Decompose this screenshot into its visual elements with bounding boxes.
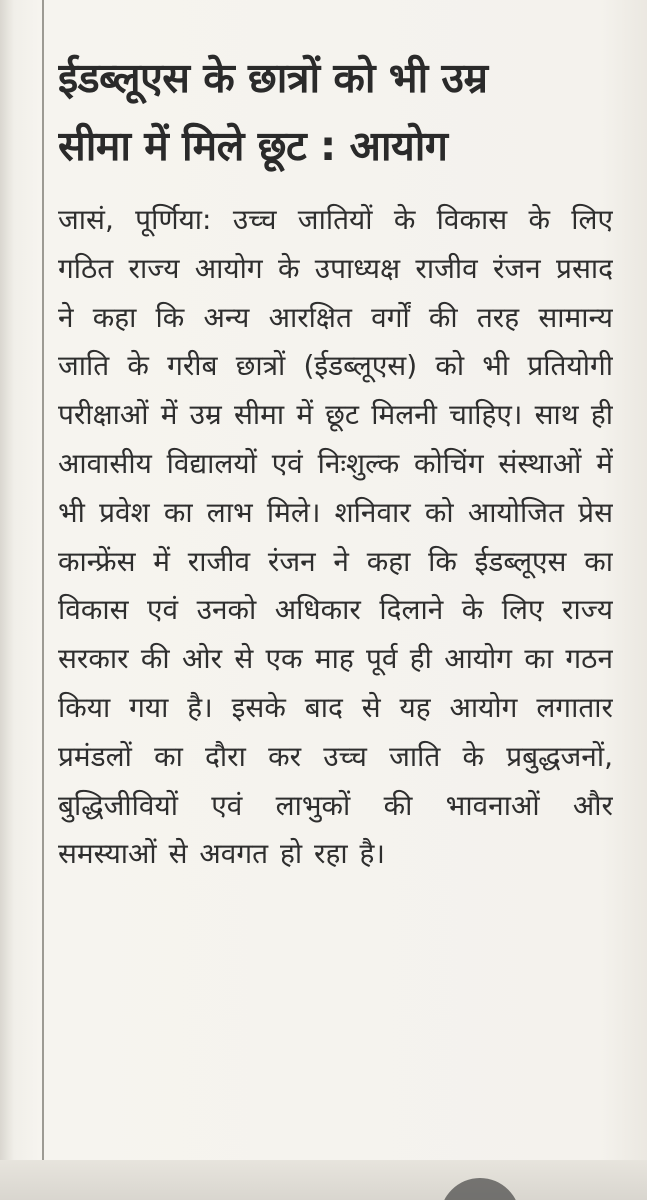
article-body [58,196,613,879]
column-rule [42,0,44,1160]
article-body-text: उच्च जातियों के विकास के लिए गठित राज्य आयोग के उपाध्यक्ष राजीव रंजन प्रसाद ने कहा कि अन्य आरक्षित वर्गों की तरह सामान्य जाति के गरीब छात्रों (ईडब्लूएस) को भी प्रतियोगी परीक्षाओं में उम्र सीमा में छूट मिलनी चाहिए। साथ ही आवासीय विद्यालयों एवं निःशुल्क कोचिंग संस्थाओं में भी प्रवेश का लाभ मिले। शनिवार को आयोजित प्रेस कान्फ्रेंस में राजीव रंजन ने कहा कि ईडब्लूएस का विकास एवं उनको अधिकार दिलाने के लिए राज्य सरकार की ओर से एक माह पूर्व ही आयोग का गठन किया गया है। इसके बाद से यह आयोग लगातार प्रमंडलों का दौरा कर उच्च जाति के प्रबुद्धजनों, बुद्धिजीवियों एवं लाभुकों की भावनाओं और समस्याओं से अवगत हो रहा है। [58,203,613,871]
headline-line-2: सीमा में मिले छूट : आयोग [58,122,448,170]
headline-line-1: ईडब्लूएस के छात्रों को भी उम्र [58,54,488,102]
page-bottom-edge [0,1160,647,1200]
article-headline [58,44,613,180]
dateline: जासं, पूर्णिया: [58,203,212,236]
article [58,44,613,1154]
